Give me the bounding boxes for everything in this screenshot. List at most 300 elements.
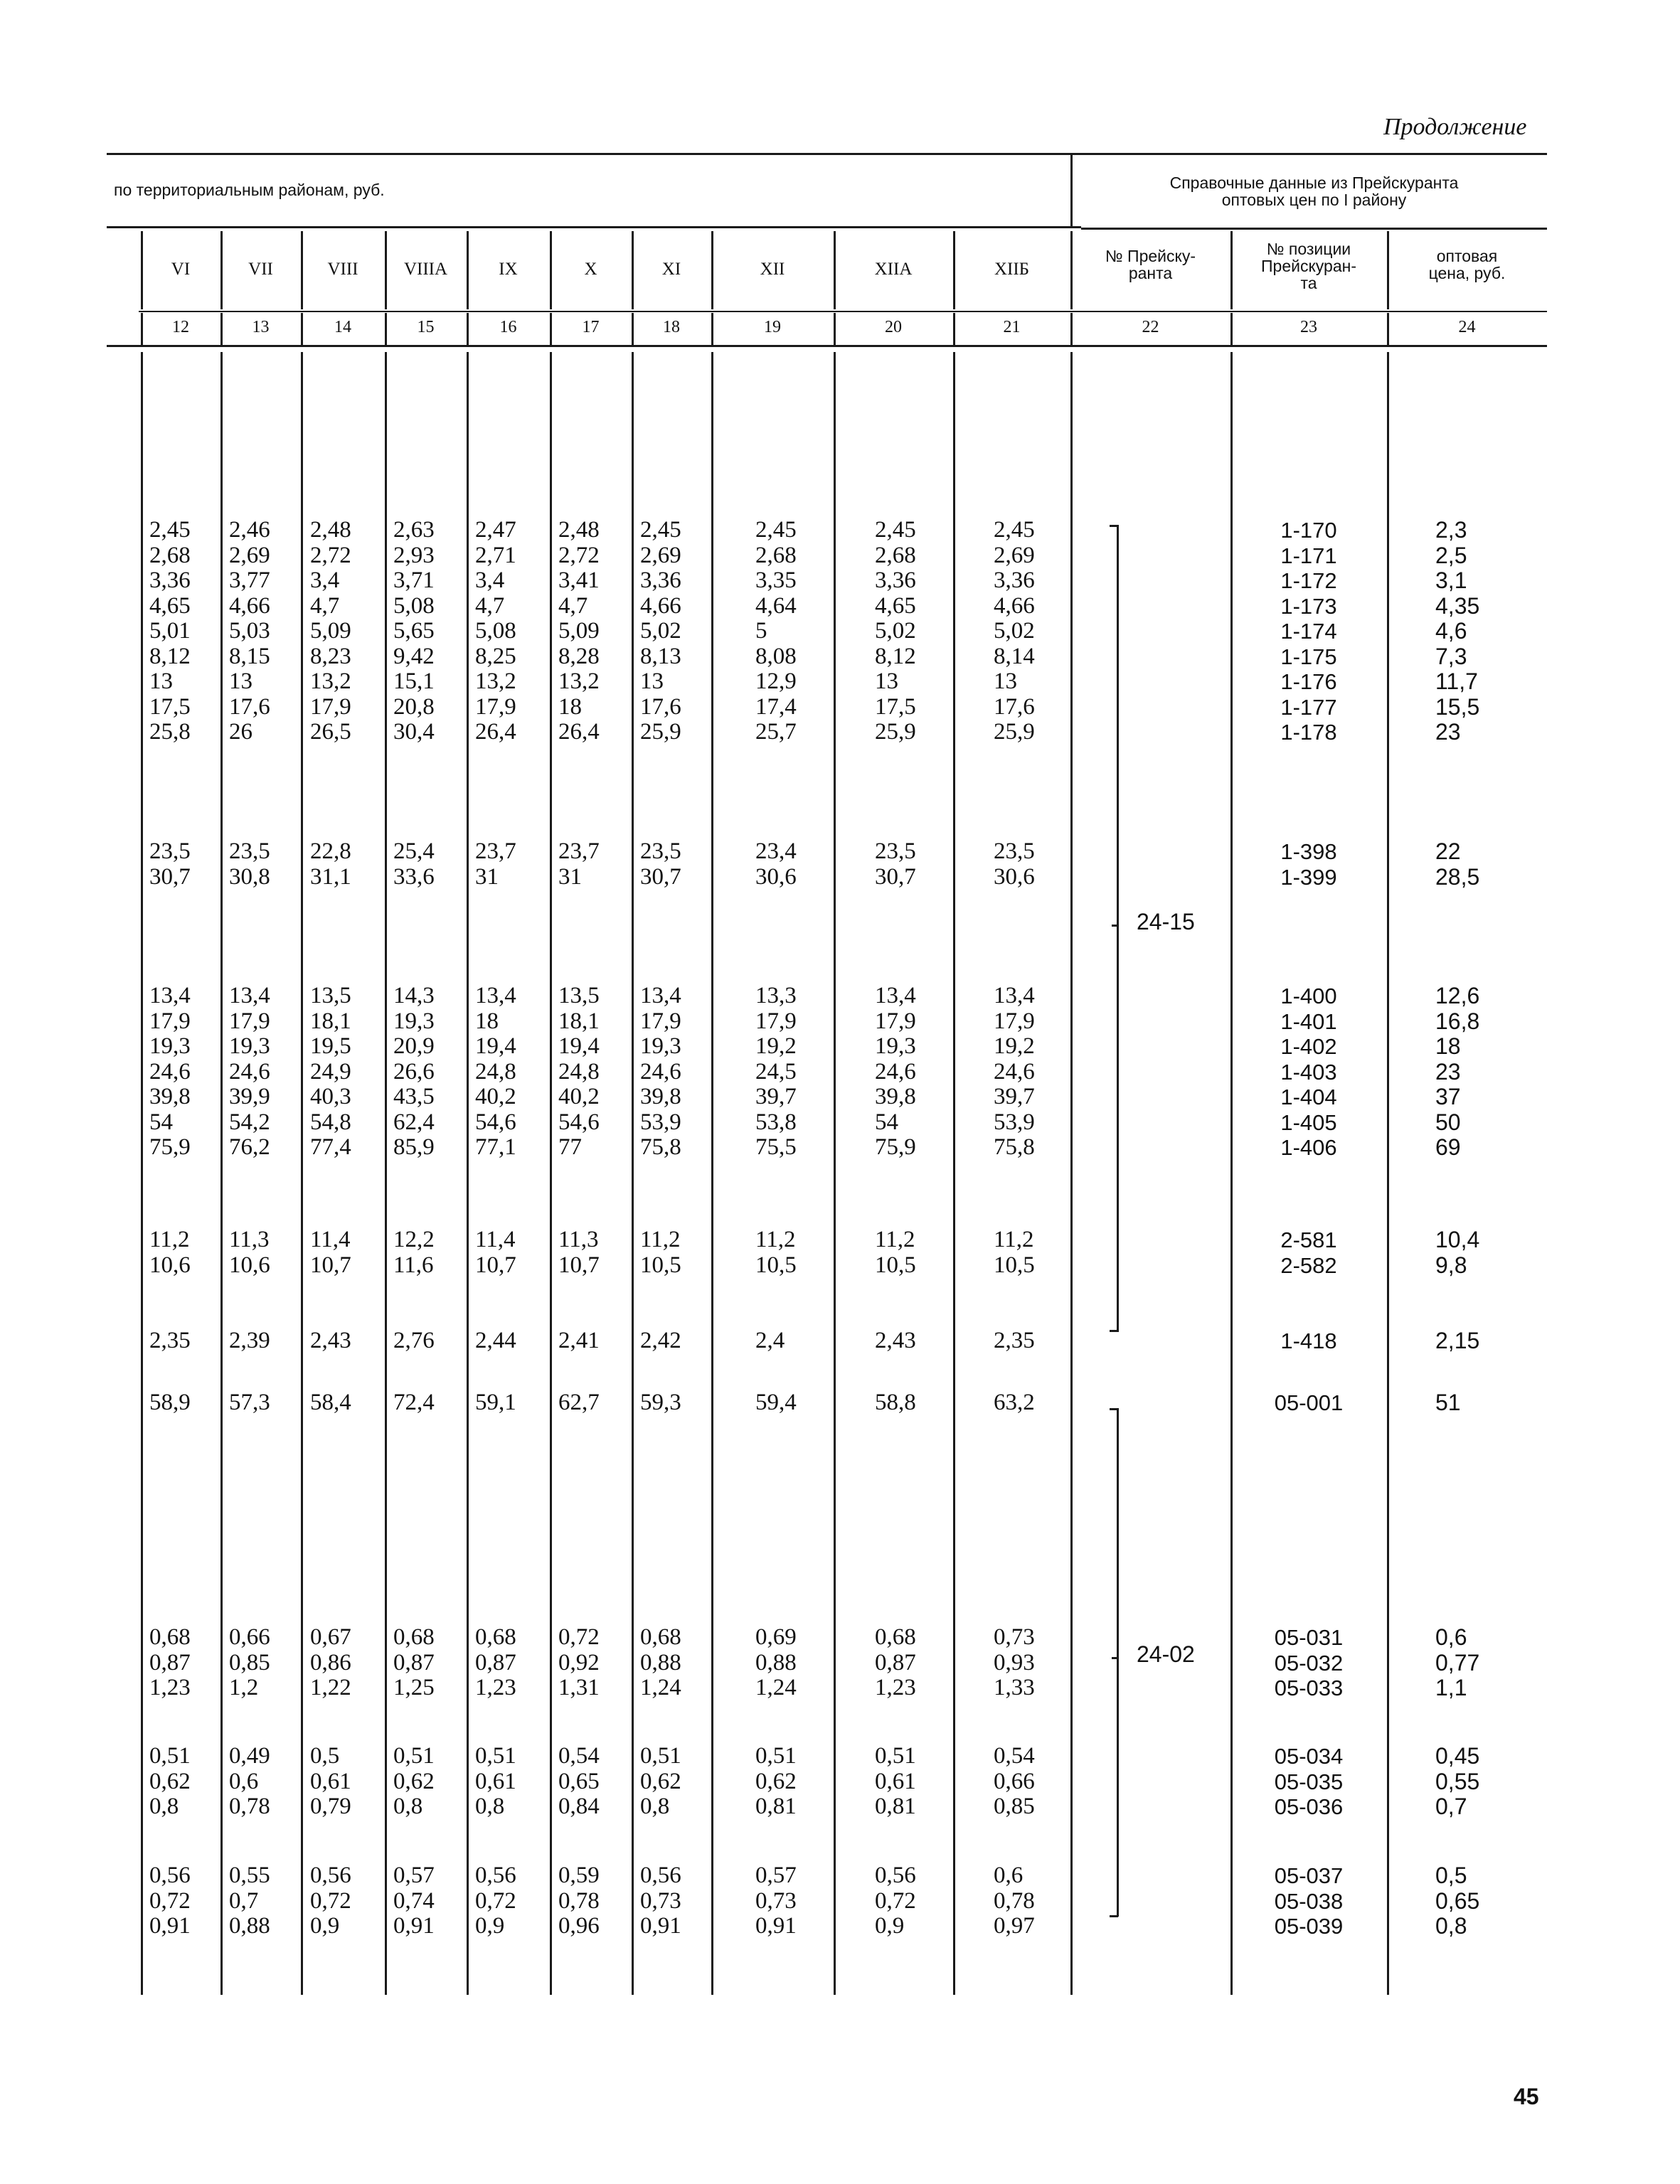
price-cell: 69 [1435,1134,1461,1160]
table-cell: 4,7 [558,592,588,619]
header-divider [141,231,143,309]
reference-caption-line2: оптовых цен по I району [1221,191,1407,209]
body-divider [1387,352,1389,1995]
table-cell: 11,2 [149,1227,190,1252]
region-header-5: IX [499,260,518,279]
table-cell: 19,4 [558,1033,600,1059]
table-cell: 19,3 [640,1033,681,1059]
price-cell: 28,5 [1435,863,1480,890]
table-cell: 3,35 [755,568,797,593]
table-cell: 75,5 [755,1134,797,1160]
table-cell: 77,1 [475,1134,516,1160]
table-cell: 0,68 [475,1624,516,1650]
table-cell: 33,6 [393,863,435,890]
reference-caption-line1: Справочные данные из Прейскуранта [1169,174,1459,192]
table-cell: 0,54 [994,1743,1035,1769]
table-cell: 0,72 [875,1887,916,1914]
table-cell: 0,51 [875,1743,916,1769]
price-cell: 22 [1435,838,1461,864]
table-cell: 0,61 [475,1768,516,1794]
table-cell: 17,6 [229,693,270,720]
table-cell: 0,72 [149,1887,191,1914]
table-cell: 54 [875,1109,898,1135]
region-header-7: XI [661,260,681,279]
position-cell: 05-036 [1274,1794,1344,1819]
table-cell: 58,9 [149,1390,191,1415]
table-cell: 18 [475,1008,499,1034]
table-cell: 59,3 [640,1390,681,1415]
body-divider [141,352,143,1995]
table-cell: 0,56 [640,1863,681,1888]
table-cell: 23,5 [875,838,916,864]
table-cell: 10,5 [640,1252,681,1278]
column-number: 17 [582,318,600,336]
table-cell: 0,73 [640,1887,681,1914]
table-cell: 30,7 [640,863,681,890]
reference-header-rule [1081,228,1547,230]
price-cell: 7,3 [1435,643,1467,669]
table-cell: 2,35 [994,1328,1035,1353]
number-divider [1070,313,1073,345]
table-cell: 19,3 [149,1033,191,1059]
table-cell: 9,42 [393,643,435,669]
number-divider [953,313,955,345]
caption-divider [1070,155,1073,226]
table-cell: 5,03 [229,618,270,644]
table-cell: 3,77 [229,568,270,593]
table-cell: 2,69 [994,542,1035,568]
header-divider [301,231,303,309]
column-number: 22 [1142,318,1159,336]
table-cell: 25,9 [994,719,1035,745]
column-number: 14 [334,318,351,336]
body-divider [301,352,303,1995]
table-cell: 31,1 [310,863,351,890]
body-divider [711,352,713,1995]
table-cell: 20,9 [393,1033,435,1059]
table-cell: 5,02 [640,618,681,644]
table-cell: 2,39 [229,1328,270,1353]
table-cell: 25,7 [755,719,797,745]
table-cell: 13,4 [475,983,516,1008]
column-number: 18 [663,318,680,336]
table-cell: 57,3 [229,1390,270,1415]
table-cell: 75,9 [875,1134,916,1160]
column-number: 15 [417,318,435,336]
region-header-10: XIIБ [994,260,1030,279]
table-cell: 30,7 [149,863,191,890]
table-cell: 5,08 [475,618,516,644]
table-cell: 5,08 [393,592,435,619]
table-cell: 1,23 [149,1675,191,1700]
table-cell: 1,2 [229,1675,259,1700]
table-cell: 0,91 [640,1913,681,1939]
table-cell: 5,02 [994,618,1035,644]
table-cell: 0,49 [229,1743,270,1769]
table-cell: 8,12 [875,643,916,669]
table-cell: 72,4 [393,1390,435,1415]
table-cell: 2,93 [393,542,435,568]
column-number: 19 [764,318,781,336]
body-divider [385,352,387,1995]
table-cell: 11,4 [475,1227,516,1252]
column-number: 24 [1458,318,1476,336]
table-cell: 3,36 [994,568,1035,593]
table-cell: 2,35 [149,1328,191,1353]
table-cell: 2,69 [640,542,681,568]
table-cell: 10,6 [229,1252,270,1278]
table-cell: 1,24 [640,1675,681,1700]
position-number-header-line: № позиции [1266,240,1351,258]
table-cell: 75,9 [149,1134,191,1160]
table-cell: 1,22 [310,1675,351,1700]
table-cell: 14,3 [393,983,435,1008]
table-cell: 17,9 [229,1008,270,1034]
table-cell: 0,87 [475,1649,516,1676]
table-cell: 17,9 [475,693,516,720]
table-cell: 0,97 [994,1913,1035,1939]
region-header-2: VII [248,260,273,279]
table-cell: 13,5 [310,983,351,1008]
header-divider [220,231,223,309]
header-divider [467,231,469,309]
body-divider [953,352,955,1995]
price-cell: 15,5 [1435,693,1480,720]
table-cell: 24,6 [875,1058,916,1085]
number-divider [1387,313,1389,345]
table-cell: 24,8 [558,1058,600,1085]
table-cell: 0,78 [229,1794,270,1819]
table-cell: 1,25 [393,1675,435,1700]
position-number-header-line: Прейскуран- [1261,257,1356,275]
table-cell: 30,6 [755,863,797,890]
table-cell: 11,3 [229,1227,270,1252]
price-cell: 50 [1435,1109,1461,1135]
table-cell: 13 [229,668,252,694]
table-cell: 10,5 [755,1252,797,1278]
table-cell: 0,73 [755,1887,797,1914]
table-cell: 62,7 [558,1390,600,1415]
table-cell: 0,8 [640,1794,670,1819]
table-cell: 17,6 [640,693,681,720]
price-cell: 2,3 [1435,517,1467,543]
table-cell: 13,4 [640,983,681,1008]
table-cell: 3,36 [875,568,916,593]
table-cell: 3,36 [640,568,681,593]
position-cell: 1-398 [1280,839,1337,864]
column-number-rule-bottom [107,345,1547,347]
table-cell: 23,7 [475,838,516,864]
table-cell: 0,87 [149,1649,191,1676]
header-divider [711,231,713,309]
body-divider [220,352,223,1995]
table-cell: 0,6 [229,1768,259,1794]
price-cell: 0,7 [1435,1794,1467,1819]
table-cell: 1,31 [558,1675,600,1700]
price-cell: 4,35 [1435,592,1480,619]
table-cell: 4,66 [229,592,270,619]
header-divider [834,231,836,309]
column-number: 21 [1003,318,1021,336]
table-cell: 2,48 [310,517,351,543]
table-cell: 8,28 [558,643,600,669]
table-cell: 13,2 [558,668,600,694]
table-cell: 25,9 [875,719,916,745]
table-cell: 2,71 [475,542,516,568]
table-cell: 11,2 [875,1227,915,1252]
price-cell: 37 [1435,1084,1461,1109]
table-cell: 40,2 [558,1084,600,1109]
table-cell: 0,68 [393,1624,435,1650]
table-cell: 0,87 [393,1649,435,1676]
table-cell: 2,4 [755,1328,785,1353]
table-cell: 23,4 [755,838,797,864]
table-cell: 3,4 [475,568,505,593]
table-cell: 0,56 [149,1863,191,1888]
table-cell: 59,4 [755,1390,797,1415]
column-number-rule-top [139,311,1547,312]
table-cell: 13 [994,668,1017,694]
table-cell: 1,33 [994,1675,1035,1700]
table-cell: 0,56 [475,1863,516,1888]
table-cell: 85,9 [393,1134,435,1160]
table-cell: 20,8 [393,693,435,720]
table-cell: 2,76 [393,1328,435,1353]
table-cell: 0,81 [755,1794,797,1819]
body-divider [550,352,552,1995]
table-cell: 13,5 [558,983,600,1008]
table-cell: 19,4 [475,1033,516,1059]
price-cell: 0,65 [1435,1887,1480,1914]
table-cell: 11,2 [755,1227,796,1252]
table-cell: 53,8 [755,1109,797,1135]
header-divider [632,231,634,309]
number-divider [467,313,469,345]
table-cell: 11,2 [994,1227,1034,1252]
table-cell: 19,3 [393,1008,435,1034]
table-cell: 8,25 [475,643,516,669]
column-number: 23 [1300,318,1317,336]
table-cell: 0,68 [875,1624,916,1650]
pricelist-number-header-line: № Прейску- [1105,247,1196,265]
table-cell: 17,6 [994,693,1035,720]
table-cell: 17,5 [875,693,916,720]
table-cell: 0,51 [149,1743,191,1769]
table-cell: 2,45 [875,517,916,543]
table-cell: 0,62 [755,1768,797,1794]
table-cell: 5,02 [875,618,916,644]
table-cell: 58,4 [310,1390,351,1415]
table-cell: 0,79 [310,1794,351,1819]
table-cell: 19,2 [994,1033,1035,1059]
table-cell: 2,68 [149,542,191,568]
position-cell: 1-403 [1280,1059,1337,1085]
header-divider [1387,231,1389,309]
table-cell: 17,4 [755,693,797,720]
header-divider [1230,231,1233,309]
price-cell: 12,6 [1435,983,1480,1008]
table-cell: 13 [149,668,173,694]
table-cell: 62,4 [393,1109,435,1135]
pricelist-24-15: 24-15 [1137,909,1195,934]
table-cell: 17,9 [994,1008,1035,1034]
position-cell: 05-035 [1274,1769,1344,1794]
position-cell: 05-039 [1274,1914,1344,1939]
table-cell: 2,43 [875,1328,916,1353]
table-cell: 1,24 [755,1675,797,1700]
wholesale-price-header [1387,247,1547,282]
number-divider [301,313,303,345]
table-cell: 0,8 [475,1794,505,1819]
table-cell: 53,9 [994,1109,1035,1135]
table-cell: 4,65 [149,592,191,619]
table-cell: 0,91 [755,1913,797,1939]
table-cell: 10,7 [558,1252,600,1278]
table-cell: 54,6 [475,1109,516,1135]
table-cell: 39,7 [755,1084,797,1109]
position-cell: 1-172 [1280,568,1337,593]
header-divider [385,231,387,309]
position-cell: 1-405 [1280,1109,1337,1135]
table-cell: 0,5 [310,1743,340,1769]
position-cell: 1-170 [1280,518,1337,543]
number-divider [1230,313,1233,345]
table-cell: 0,62 [393,1768,435,1794]
table-cell: 0,86 [310,1649,351,1676]
table-cell: 4,7 [475,592,505,619]
position-cell: 1-171 [1280,543,1337,568]
table-cell: 0,61 [875,1768,916,1794]
table-cell: 54 [149,1109,173,1135]
position-cell: 1-401 [1280,1008,1337,1034]
table-cell: 1,23 [475,1675,516,1700]
number-divider [385,313,387,345]
table-cell: 31 [558,863,582,890]
table-cell: 18,1 [310,1008,351,1034]
regions-header-rule [107,226,1081,228]
pricelist-number-header-line: ранта [1128,264,1173,282]
table-cell: 0,8 [393,1794,423,1819]
table-cell: 1,23 [875,1675,916,1700]
table-cell: 4,64 [755,592,797,619]
price-cell: 11,7 [1435,668,1478,694]
table-cell: 59,1 [475,1390,516,1415]
regions-caption: по территориальным районам, руб. [114,181,385,199]
number-divider [834,313,836,345]
table-cell: 4,7 [310,592,340,619]
price-cell: 4,6 [1435,618,1467,644]
table-cell: 0,69 [755,1624,797,1650]
price-cell: 23 [1435,719,1461,745]
table-cell: 10,7 [475,1252,516,1278]
position-cell: 05-033 [1274,1676,1344,1700]
table-cell: 17,9 [640,1008,681,1034]
table-cell: 23,5 [149,838,191,864]
table-cell: 13,2 [475,668,516,694]
table-cell: 13,4 [875,983,916,1008]
region-header-8: XII [760,260,785,279]
table-cell: 0,72 [558,1624,600,1650]
position-cell: 05-032 [1274,1650,1344,1676]
table-cell: 0,72 [310,1887,351,1914]
position-cell: 1-173 [1280,593,1337,619]
table-cell: 2,68 [875,542,916,568]
table-cell: 4,66 [994,592,1035,619]
table-cell: 13,4 [149,983,191,1008]
table-cell: 12,2 [393,1227,435,1252]
table-cell: 30,4 [393,719,435,745]
table-cell: 2,72 [558,542,600,568]
table-cell: 5,09 [558,618,600,644]
position-cell: 05-037 [1274,1863,1344,1888]
table-cell: 11,6 [393,1252,434,1278]
table-cell: 12,9 [755,668,797,694]
table-cell: 0,51 [755,1743,797,1769]
table-cell: 10,5 [875,1252,916,1278]
table-cell: 0,78 [558,1887,600,1914]
table-cell: 26,6 [393,1058,435,1085]
column-number: 13 [252,318,270,336]
header-divider [1070,231,1073,309]
table-cell: 40,3 [310,1084,351,1109]
table-cell: 0,56 [875,1863,916,1888]
table-cell: 77,4 [310,1134,351,1160]
table-cell: 8,08 [755,643,797,669]
table-cell: 13,4 [229,983,270,1008]
table-cell: 25,4 [393,838,435,864]
price-cell: 0,6 [1435,1624,1467,1650]
table-cell: 2,72 [310,542,351,568]
body-divider [467,352,469,1995]
table-cell: 19,3 [875,1033,916,1059]
table-cell: 0,9 [475,1913,505,1939]
table-cell: 30,6 [994,863,1035,890]
table-cell: 0,85 [229,1649,270,1676]
number-divider [550,313,552,345]
table-cell: 58,8 [875,1390,916,1415]
table-cell: 0,88 [229,1913,270,1939]
table-cell: 0,68 [149,1624,191,1650]
table-cell: 0,8 [149,1794,179,1819]
table-cell: 5,01 [149,618,191,644]
table-cell: 0,62 [149,1768,191,1794]
table-cell: 2,46 [229,517,270,543]
table-cell: 2,48 [558,517,600,543]
table-cell: 39,7 [994,1084,1035,1109]
price-cell: 0,45 [1435,1743,1480,1769]
price-cell: 2,5 [1435,542,1467,568]
table-cell: 0,66 [994,1768,1035,1794]
table-cell: 18,1 [558,1008,600,1034]
table-cell: 0,61 [310,1768,351,1794]
table-cell: 2,63 [393,517,435,543]
table-cell: 0,65 [558,1768,600,1794]
table-cell: 26,4 [558,719,600,745]
body-divider [1230,352,1233,1995]
wholesale-price-header-line: оптовая [1436,247,1498,265]
price-cell: 0,8 [1435,1913,1467,1939]
table-cell: 2,68 [755,542,797,568]
table-cell: 23,5 [640,838,681,864]
table-cell: 39,8 [875,1084,916,1109]
pricelist-number-header [1070,247,1230,282]
table-cell: 0,72 [475,1887,516,1914]
table-cell: 39,8 [640,1084,681,1109]
position-cell: 05-038 [1274,1888,1344,1914]
table-cell: 18 [558,693,582,720]
table-cell: 11,3 [558,1227,599,1252]
header-divider [550,231,552,309]
